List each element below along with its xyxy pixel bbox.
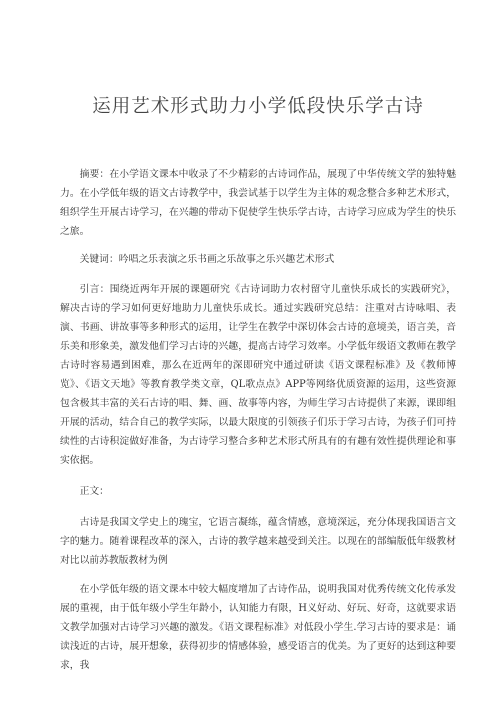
paper-title: 运用艺术形式助力小学低段快乐学古诗 bbox=[92, 96, 424, 117]
abstract-paragraph: 摘要：在小学语文课本中收录了不少精彩的古诗词作品，展现了中华传统文学的独特魅力。在小学低年级的语文古诗教学中，我尝试基于以学生为主体的观念整合多种艺术形式，组织学生开展古诗学习，在兴趣的带动下促使学生快乐学古诗，古诗学习应成为学生的快乐之旅。 bbox=[60, 169, 456, 237]
section-heading: 正文： bbox=[79, 486, 109, 497]
keywords-line: 关键词：吟唱之乐表演之乐书画之乐故事之乐兴趣艺术形式 bbox=[79, 254, 335, 265]
body-paragraph-1: 古诗是我国文学史上的瑰宝，它语言凝练，蕴含情感，意境深远，充分体现我国语言文字的魅力。随着课程改革的深入，古诗的教学越来越受到关注。以现在的部编版低年级教材对比以前苏教版教材为例 bbox=[60, 517, 456, 566]
intro-paragraph: 引言：围绕近两年开展的课题研究《古诗词助力农村留守儿童快乐成长的实践研究》，解决古诗的学习如何更好地助力儿童快乐成长。通过实践研究总结：注重对古诗咏唱、表演、书画、讲故事等多种形式的运用，让学生在教学中深切体会古诗的意境美，语言美，音乐美和形象美，激发他们学习古诗的兴趣，提高古诗学习效率。小学低年级语文教师在教学古诗时容易遇到困难，那么在近两年的深即研究中通过研读《语文课程标准》及《教师博览》、《语文天地》等教育教学类文章，QL歌点点》APP等网络优质资源的运用，这些资源包含极其丰富的关石古诗的唱、舞、画、故事等内容，为师生学习古诗提供了来源，课即组开展的活动，结合自己的教学实际，以最大限度的引领孩子们乐于学习古诗，为孩子们可持续性的古诗积淀做好准备，为古诗学习整合多种艺术形式所具有的有趣有效性提供理论和事实依据。 bbox=[60, 284, 456, 466]
body-paragraph-2: 在小学低年级的语文课本中较大幅度增加了古诗作品，说明我国对优秀传统文化传承发展的重视，由于低年级小学生年龄小，认知能力有限，H义好动、好玩、好奇，这就要求语文教学加强对古诗学习兴趣的激发。《语文课程标准》对低段小学生.学习古诗的要求是：诵读浅近的古诗，展开想象，获得初步的情感体验，感受语言的优美。为了更好的达到这种要求，我 bbox=[60, 584, 456, 671]
